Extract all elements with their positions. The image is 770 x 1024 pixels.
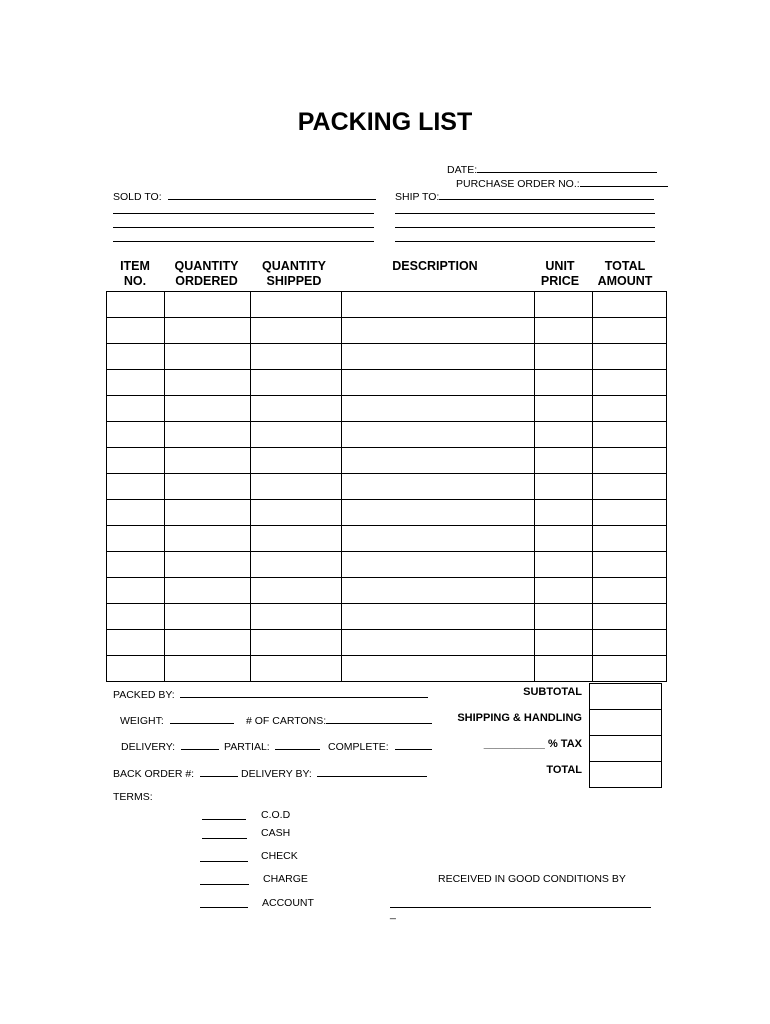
description-cell[interactable] xyxy=(342,656,535,682)
back-order-line xyxy=(200,765,238,777)
total-amount-cell[interactable] xyxy=(593,396,667,422)
unit-price-cell[interactable] xyxy=(535,292,593,318)
cash-blank[interactable] xyxy=(202,838,247,839)
unit-price-cell[interactable] xyxy=(535,370,593,396)
qty-ordered-cell[interactable] xyxy=(165,578,251,604)
qty-shipped-cell[interactable] xyxy=(251,500,342,526)
delivery-by-label: DELIVERY BY: xyxy=(241,768,312,780)
back-order-field[interactable] xyxy=(113,765,238,780)
po-line xyxy=(580,175,668,187)
item-no-cell[interactable] xyxy=(107,396,165,422)
col-header-description: DESCRIPTION xyxy=(392,259,478,273)
table-row xyxy=(107,448,667,474)
item-no-cell[interactable] xyxy=(107,656,165,682)
subtotal-cell[interactable] xyxy=(590,684,662,710)
date-field[interactable] xyxy=(447,161,657,176)
received-signature-line[interactable] xyxy=(390,907,651,908)
total-amount-cell[interactable] xyxy=(593,474,667,500)
table-row xyxy=(107,656,667,682)
qty-ordered-cell[interactable] xyxy=(165,370,251,396)
description-cell[interactable] xyxy=(342,344,535,370)
delivery-label: DELIVERY: xyxy=(121,741,176,753)
table-row xyxy=(107,630,667,656)
unit-price-cell[interactable] xyxy=(535,578,593,604)
table-row xyxy=(107,500,667,526)
cartons-label: # OF CARTONS: xyxy=(246,715,327,727)
qty-shipped-cell[interactable] xyxy=(251,630,342,656)
complete-line xyxy=(395,738,432,750)
complete-label: COMPLETE: xyxy=(328,741,389,753)
qty-shipped-cell[interactable] xyxy=(251,370,342,396)
total-cell[interactable] xyxy=(590,762,662,788)
partial-field[interactable] xyxy=(224,738,320,753)
item-no-cell[interactable] xyxy=(107,474,165,500)
ship-to-line-3[interactable] xyxy=(395,227,655,228)
table-row xyxy=(107,344,667,370)
shipping-row xyxy=(590,710,662,736)
table-row xyxy=(107,526,667,552)
subtotal-row xyxy=(590,684,662,710)
partial-label: PARTIAL: xyxy=(224,741,270,753)
table-row xyxy=(107,318,667,344)
tax-label-group xyxy=(484,738,582,750)
unit-price-cell[interactable] xyxy=(535,604,593,630)
sold-to-field[interactable] xyxy=(113,188,376,203)
total-amount-cell[interactable] xyxy=(593,656,667,682)
sold-to-label: SOLD TO: xyxy=(113,191,162,203)
col-header-total-amount: TOTAL AMOUNT xyxy=(597,259,653,288)
item-no-cell[interactable] xyxy=(107,448,165,474)
item-no-cell[interactable] xyxy=(107,500,165,526)
qty-ordered-cell[interactable] xyxy=(165,630,251,656)
unit-price-cell[interactable] xyxy=(535,656,593,682)
item-no-cell[interactable] xyxy=(107,578,165,604)
qty-ordered-cell[interactable] xyxy=(165,552,251,578)
item-no-cell[interactable] xyxy=(107,552,165,578)
col-header-unit-price: UNIT PRICE xyxy=(540,259,580,288)
total-amount-cell[interactable] xyxy=(593,370,667,396)
table-row xyxy=(107,578,667,604)
unit-price-cell[interactable] xyxy=(535,396,593,422)
col-header-item-no: ITEM NO. xyxy=(120,259,150,288)
item-no-cell[interactable] xyxy=(107,604,165,630)
ship-to-line-2[interactable] xyxy=(395,213,655,214)
item-no-cell[interactable] xyxy=(107,318,165,344)
qty-ordered-cell[interactable] xyxy=(165,422,251,448)
description-cell[interactable] xyxy=(342,422,535,448)
items-table xyxy=(106,291,667,682)
total-amount-cell[interactable] xyxy=(593,500,667,526)
qty-ordered-cell[interactable] xyxy=(165,318,251,344)
description-cell[interactable] xyxy=(342,318,535,344)
total-amount-cell[interactable] xyxy=(593,526,667,552)
total-amount-cell[interactable] xyxy=(593,318,667,344)
qty-shipped-cell[interactable] xyxy=(251,292,342,318)
item-no-cell[interactable] xyxy=(107,344,165,370)
packed-by-label: PACKED BY: xyxy=(113,689,175,701)
total-amount-cell[interactable] xyxy=(593,604,667,630)
unit-price-cell[interactable] xyxy=(535,318,593,344)
unit-price-cell[interactable] xyxy=(535,526,593,552)
qty-shipped-cell[interactable] xyxy=(251,526,342,552)
totals-table xyxy=(589,683,662,788)
shipping-cell[interactable] xyxy=(590,710,662,736)
total-row xyxy=(590,762,662,788)
tax-label: % TAX xyxy=(547,738,582,750)
total-amount-cell[interactable] xyxy=(593,292,667,318)
weight-label: WEIGHT: xyxy=(120,715,164,727)
delivery-line xyxy=(181,738,219,750)
qty-shipped-cell[interactable] xyxy=(251,422,342,448)
back-order-label: BACK ORDER #: xyxy=(113,768,195,780)
qty-ordered-cell[interactable] xyxy=(165,448,251,474)
total-amount-cell[interactable] xyxy=(593,630,667,656)
description-cell[interactable] xyxy=(342,526,535,552)
qty-ordered-cell[interactable] xyxy=(165,656,251,682)
tax-rate-blank[interactable]: __________ xyxy=(483,738,545,750)
weight-field[interactable] xyxy=(120,712,234,727)
item-no-cell[interactable] xyxy=(107,370,165,396)
delivery-by-line xyxy=(317,765,427,777)
table-row xyxy=(107,396,667,422)
table-row xyxy=(107,604,667,630)
delivery-by-field[interactable] xyxy=(241,765,427,780)
item-no-cell[interactable] xyxy=(107,292,165,318)
table-row xyxy=(107,422,667,448)
unit-price-cell[interactable] xyxy=(535,474,593,500)
ship-to-label: SHIP TO: xyxy=(395,191,440,203)
description-cell[interactable] xyxy=(342,474,535,500)
tax-row xyxy=(590,736,662,762)
description-cell[interactable] xyxy=(342,370,535,396)
delivery-field[interactable] xyxy=(121,738,219,753)
terms-label: TERMS: xyxy=(113,791,153,803)
cartons-line xyxy=(326,712,432,724)
qty-shipped-cell[interactable] xyxy=(251,318,342,344)
total-amount-cell[interactable] xyxy=(593,552,667,578)
description-cell[interactable] xyxy=(342,396,535,422)
qty-shipped-cell[interactable] xyxy=(251,448,342,474)
account-label: ACCOUNT xyxy=(262,897,314,909)
description-cell[interactable] xyxy=(342,578,535,604)
unit-price-cell[interactable] xyxy=(535,500,593,526)
sold-to-line-3[interactable] xyxy=(113,227,374,228)
ship-to-line-4[interactable] xyxy=(395,241,655,242)
po-label: PURCHASE ORDER NO.: xyxy=(456,178,580,190)
page-title: PACKING LIST xyxy=(297,108,473,136)
qty-shipped-cell[interactable] xyxy=(251,344,342,370)
qty-ordered-cell[interactable] xyxy=(165,292,251,318)
total-amount-cell[interactable] xyxy=(593,448,667,474)
qty-ordered-cell[interactable] xyxy=(165,396,251,422)
description-cell[interactable] xyxy=(342,500,535,526)
cod-blank[interactable] xyxy=(202,819,246,820)
qty-ordered-cell[interactable] xyxy=(165,474,251,500)
qty-ordered-cell[interactable] xyxy=(165,604,251,630)
weight-line xyxy=(170,712,234,724)
col-header-qty-shipped: QUANTITY SHIPPED xyxy=(262,259,326,288)
date-label: DATE: xyxy=(447,164,478,176)
sold-to-line-2[interactable] xyxy=(113,213,374,214)
total-amount-cell[interactable] xyxy=(593,422,667,448)
packed-by-line xyxy=(180,686,428,698)
date-line xyxy=(477,161,657,173)
account-blank[interactable] xyxy=(200,907,248,908)
table-row xyxy=(107,292,667,318)
unit-price-cell[interactable] xyxy=(535,344,593,370)
sold-to-line xyxy=(168,188,376,200)
table-row xyxy=(107,370,667,396)
signature-line-tail: _ xyxy=(390,908,396,920)
sold-to-line-4[interactable] xyxy=(113,241,374,242)
item-no-cell[interactable] xyxy=(107,422,165,448)
unit-price-cell[interactable] xyxy=(535,630,593,656)
subtotal-label: SUBTOTAL xyxy=(523,686,582,698)
total-label: TOTAL xyxy=(546,764,582,776)
item-no-cell[interactable] xyxy=(107,630,165,656)
qty-shipped-cell[interactable] xyxy=(251,604,342,630)
ship-to-field[interactable] xyxy=(395,188,654,203)
cod-label: C.O.D xyxy=(261,809,291,821)
table-row xyxy=(107,552,667,578)
description-cell[interactable] xyxy=(342,630,535,656)
cartons-field[interactable] xyxy=(246,712,432,727)
col-header-qty-ordered: QUANTITY ORDERED xyxy=(174,259,239,288)
description-cell[interactable] xyxy=(342,604,535,630)
description-cell[interactable] xyxy=(342,292,535,318)
charge-label: CHARGE xyxy=(263,873,308,885)
qty-shipped-cell[interactable] xyxy=(251,578,342,604)
item-no-cell[interactable] xyxy=(107,526,165,552)
table-row xyxy=(107,474,667,500)
qty-shipped-cell[interactable] xyxy=(251,552,342,578)
qty-ordered-cell[interactable] xyxy=(165,500,251,526)
cash-label: CASH xyxy=(261,827,291,839)
total-amount-cell[interactable] xyxy=(593,344,667,370)
qty-ordered-cell[interactable] xyxy=(165,344,251,370)
description-cell[interactable] xyxy=(342,448,535,474)
qty-shipped-cell[interactable] xyxy=(251,474,342,500)
unit-price-cell[interactable] xyxy=(535,552,593,578)
total-amount-cell[interactable] xyxy=(593,578,667,604)
check-blank[interactable] xyxy=(200,861,248,862)
shipping-label: SHIPPING & HANDLING xyxy=(457,712,582,724)
received-label: RECEIVED IN GOOD CONDITIONS BY xyxy=(438,873,626,885)
qty-ordered-cell[interactable] xyxy=(165,526,251,552)
qty-shipped-cell[interactable] xyxy=(251,396,342,422)
charge-blank[interactable] xyxy=(200,884,249,885)
qty-shipped-cell[interactable] xyxy=(251,656,342,682)
packed-by-field[interactable] xyxy=(113,686,428,701)
complete-field[interactable] xyxy=(328,738,432,753)
partial-line xyxy=(275,738,320,750)
ship-to-line xyxy=(439,188,654,200)
tax-cell[interactable] xyxy=(590,736,662,762)
description-cell[interactable] xyxy=(342,552,535,578)
unit-price-cell[interactable] xyxy=(535,422,593,448)
unit-price-cell[interactable] xyxy=(535,448,593,474)
check-label: CHECK xyxy=(261,850,298,862)
